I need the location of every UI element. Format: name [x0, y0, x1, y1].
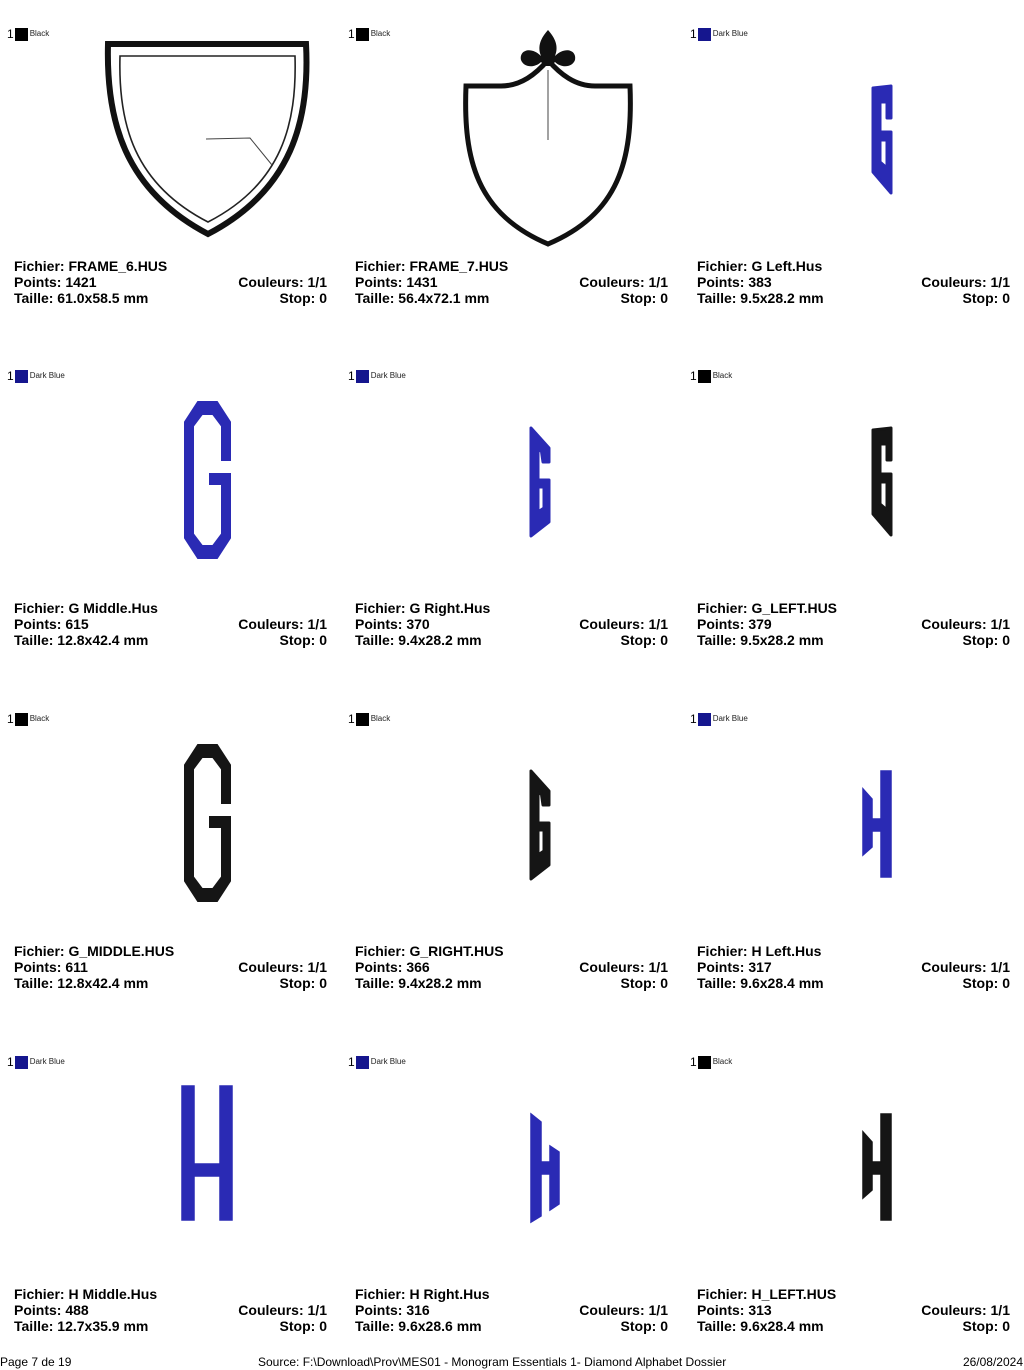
design-size: Taille: 12.8x42.4 mm: [14, 975, 149, 991]
stop-count: Stop: 0: [962, 1318, 1010, 1334]
colors-count: Couleurs: 1/1: [579, 274, 668, 290]
color-name: Dark Blue: [370, 371, 406, 380]
design-size: Taille: 9.5x28.2 mm: [697, 632, 824, 648]
points-count: Points: 316: [355, 1302, 430, 1318]
embroidery-preview: [341, 685, 671, 945]
file-name: Fichier: G Left.Hus: [697, 258, 823, 274]
embroidery-preview: [683, 342, 1013, 602]
design-info: [14, 1286, 327, 1334]
design-info: [697, 943, 1010, 991]
embroidery-preview: [0, 685, 330, 945]
stop-count: Stop: 0: [962, 975, 1010, 991]
stop-count: Stop: 0: [279, 975, 327, 991]
stop-count: Stop: 0: [279, 1318, 327, 1334]
file-name: Fichier: H Middle.Hus: [14, 1286, 158, 1302]
source-path: Source: F:\Download\Prov\MES01 - Monogram Essentials 1- Diamond Alphabet Dossier: [258, 1355, 727, 1369]
points-count: Points: 615: [14, 616, 89, 632]
color-name: Black: [712, 371, 733, 380]
legend-number: 1: [348, 712, 355, 726]
points-count: Points: 317: [697, 959, 772, 975]
legend-number: 1: [348, 1055, 355, 1069]
design-info: [697, 258, 1010, 306]
embroidery-preview: [683, 1028, 1013, 1288]
colors-count: Couleurs: 1/1: [921, 1302, 1010, 1318]
legend-number: 1: [690, 712, 697, 726]
legend-number: 1: [7, 369, 14, 383]
design-card: [690, 342, 1024, 684]
colors-count: Couleurs: 1/1: [238, 959, 327, 975]
embroidery-preview: [683, 0, 1013, 260]
file-name: Fichier: FRAME_7.HUS: [355, 258, 509, 274]
print-date: 26/08/2024: [962, 1355, 1023, 1369]
color-name: Dark Blue: [712, 29, 748, 38]
file-name: Fichier: G_MIDDLE.HUS: [14, 943, 175, 959]
embroidery-preview: [341, 1028, 671, 1288]
design-card: [7, 0, 344, 342]
jump-stitch: [206, 138, 272, 165]
letter-h-left: [863, 1114, 891, 1220]
letter-g-middle: [185, 745, 230, 901]
design-size: Taille: 9.5x28.2 mm: [697, 290, 824, 306]
design-card: [7, 685, 344, 1027]
design-info: [355, 1286, 668, 1334]
page-number: Page 7 de 19: [0, 1355, 72, 1369]
stop-count: Stop: 0: [962, 290, 1010, 306]
design-card: [348, 1028, 685, 1370]
points-count: Points: 379: [697, 616, 772, 632]
design-card: [348, 342, 685, 684]
letter-g-left: [873, 428, 891, 535]
points-count: Points: 370: [355, 616, 430, 632]
design-card: [690, 0, 1024, 342]
points-count: Points: 488: [14, 1302, 89, 1318]
legend-number: 1: [7, 27, 14, 41]
design-info: [697, 600, 1010, 648]
legend-number: 1: [690, 1055, 697, 1069]
colors-count: Couleurs: 1/1: [238, 1302, 327, 1318]
embroidery-preview: [0, 342, 330, 602]
legend-number: 1: [348, 27, 355, 41]
design-size: Taille: 56.4x72.1 mm: [355, 290, 490, 306]
legend-number: 1: [7, 1055, 14, 1069]
design-size: Taille: 61.0x58.5 mm: [14, 290, 149, 306]
legend-number: 1: [690, 27, 697, 41]
color-name: Dark Blue: [29, 1057, 65, 1066]
stop-count: Stop: 0: [279, 632, 327, 648]
colors-count: Couleurs: 1/1: [579, 616, 668, 632]
file-name: Fichier: FRAME_6.HUS: [14, 258, 168, 274]
design-card: [348, 685, 685, 1027]
page-footer: [0, 1354, 1024, 1370]
stop-count: Stop: 0: [620, 632, 668, 648]
design-size: Taille: 9.6x28.4 mm: [697, 1318, 824, 1334]
design-size: Taille: 9.6x28.4 mm: [697, 975, 824, 991]
stop-count: Stop: 0: [962, 632, 1010, 648]
embroidery-preview: [0, 0, 330, 260]
letter-h-middle: [182, 1086, 232, 1220]
points-count: Points: 1421: [14, 274, 97, 290]
stop-count: Stop: 0: [620, 975, 668, 991]
points-count: Points: 383: [697, 274, 772, 290]
file-name: Fichier: G_RIGHT.HUS: [355, 943, 504, 959]
colors-count: Couleurs: 1/1: [238, 274, 327, 290]
colors-count: Couleurs: 1/1: [921, 274, 1010, 290]
file-name: Fichier: H Left.Hus: [697, 943, 822, 959]
design-card: [7, 342, 344, 684]
design-info: [355, 258, 668, 306]
file-name: Fichier: H Right.Hus: [355, 1286, 490, 1302]
letter-h-right: [531, 1114, 559, 1222]
points-count: Points: 611: [14, 959, 88, 975]
letter-h-left: [863, 771, 891, 877]
legend-number: 1: [690, 369, 697, 383]
legend-number: 1: [348, 369, 355, 383]
stop-count: Stop: 0: [620, 1318, 668, 1334]
color-name: Black: [370, 29, 391, 38]
embroidery-preview: [683, 685, 1013, 945]
letter-g-middle: [185, 402, 230, 558]
file-name: Fichier: H_LEFT.HUS: [697, 1286, 837, 1302]
letter-g-right: [531, 771, 549, 879]
design-card: [690, 1028, 1024, 1370]
color-name: Black: [29, 29, 50, 38]
fleur-de-lis-icon: [521, 30, 575, 66]
points-count: Points: 313: [697, 1302, 772, 1318]
design-info: [14, 943, 327, 991]
colors-count: Couleurs: 1/1: [921, 959, 1010, 975]
design-size: Taille: 12.8x42.4 mm: [14, 632, 149, 648]
file-name: Fichier: G Middle.Hus: [14, 600, 158, 616]
file-name: Fichier: G_LEFT.HUS: [697, 600, 838, 616]
colors-count: Couleurs: 1/1: [579, 1302, 668, 1318]
color-name: Dark Blue: [29, 371, 65, 380]
file-name: Fichier: G Right.Hus: [355, 600, 491, 616]
color-name: Black: [370, 714, 391, 723]
color-name: Dark Blue: [712, 714, 748, 723]
color-name: Black: [29, 714, 50, 723]
colors-count: Couleurs: 1/1: [921, 616, 1010, 632]
design-card: [7, 1028, 344, 1370]
embroidery-preview: [0, 1028, 330, 1288]
letter-g-left: [873, 86, 891, 193]
stop-count: Stop: 0: [620, 290, 668, 306]
stop-count: Stop: 0: [279, 290, 327, 306]
points-count: Points: 366: [355, 959, 430, 975]
color-name: Black: [712, 1057, 733, 1066]
design-info: [14, 600, 327, 648]
design-info: [355, 600, 668, 648]
design-card: [348, 0, 685, 342]
design-size: Taille: 9.4x28.2 mm: [355, 632, 482, 648]
color-name: Dark Blue: [370, 1057, 406, 1066]
colors-count: Couleurs: 1/1: [238, 616, 327, 632]
design-card: [690, 685, 1024, 1027]
points-count: Points: 1431: [355, 274, 438, 290]
embroidery-preview: [341, 342, 671, 602]
design-info: [355, 943, 668, 991]
colors-count: Couleurs: 1/1: [579, 959, 668, 975]
letter-g-right: [531, 428, 549, 536]
design-info: [697, 1286, 1010, 1334]
embroidery-preview: [341, 0, 671, 260]
design-size: Taille: 9.4x28.2 mm: [355, 975, 482, 991]
legend-number: 1: [7, 712, 14, 726]
design-info: [14, 258, 327, 306]
design-size: Taille: 12.7x35.9 mm: [14, 1318, 149, 1334]
design-size: Taille: 9.6x28.6 mm: [355, 1318, 482, 1334]
